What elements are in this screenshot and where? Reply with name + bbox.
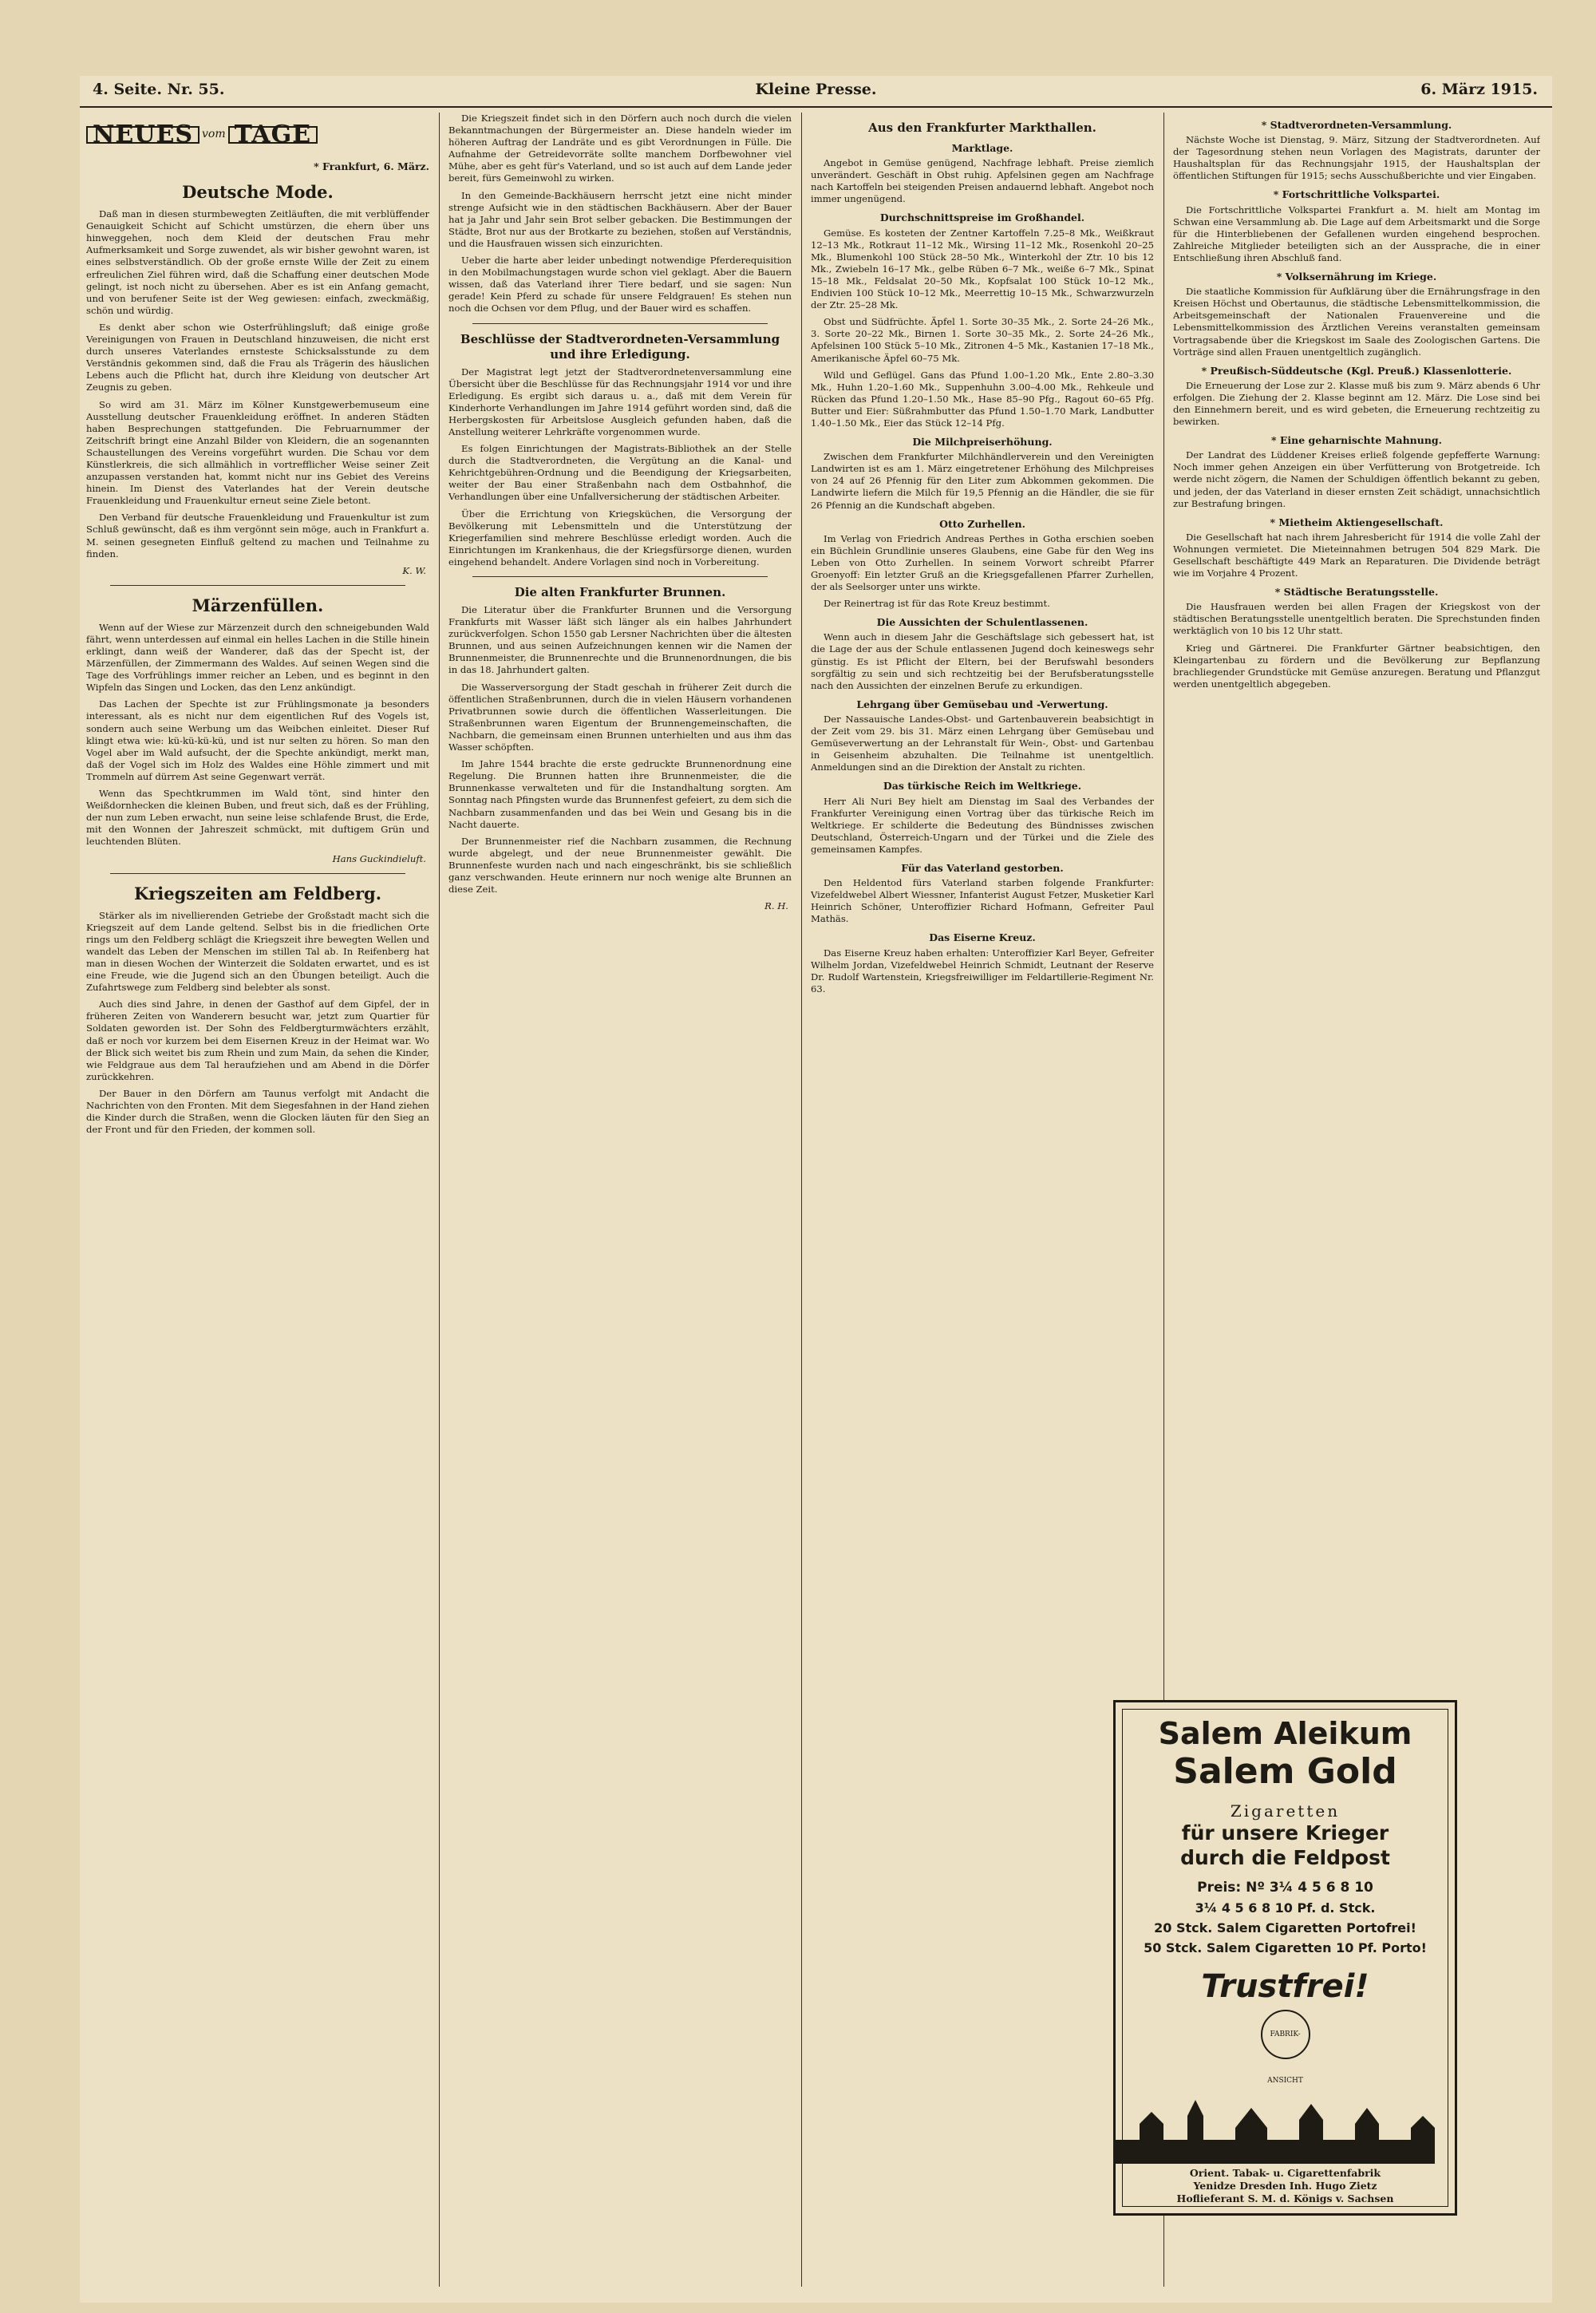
article-title: Märzenfüllen. <box>192 595 324 615</box>
column-1 <box>86 113 429 2287</box>
article-paragraph: Die Fortschrittliche Volkspartei Frankfurt a. M. hielt am Montag im Schwan eine Versammlung ab. Die Lage auf dem Arbeitsmarkt und die Sorge für die Hinterbliebenen der Gefallenen wurden eingehend besprochen. Zahlreiche Mitglieder beteiligten sich an der Aussprache, die in einer Entschließung ihren Abschluß fand. <box>1173 204 1540 263</box>
ad-manufacturer <box>1116 2167 1455 2205</box>
issue-date: 6. März 1915. <box>1420 81 1538 98</box>
ad-offer: 20 Stck. Salem Cigaretten Portofrei! <box>1154 1920 1416 1935</box>
ad-brand-line: Salem Aleikum <box>1158 1716 1412 1751</box>
section-heading: Lehrgang über Gemüsebau und -Verwertung. <box>856 698 1108 710</box>
article-paragraph: Krieg und Gärtnerei. Die Frankfurter Gärtner beabsichtigen, den Kleingartenbau zu fördern und die Bevölkerung zur Bepflanzung brachliegender Grundstücke mit Gemüse anzuregen. Beratung und Pflanzgut werden unentgeltlich abgegeben. <box>1173 642 1540 690</box>
ad-slogan: durch die Feldpost <box>1180 1846 1390 1869</box>
ad-product-line: Salem Gold <box>1173 1751 1397 1792</box>
page-number: 4. Seite. Nr. 55. <box>93 81 225 98</box>
article-paragraph: Zwischen dem Frankfurter Milchhändlerverein und den Vereinigten Landwirten ist es am 1. März eingetretener Erhöhung des Milchpreises von 24 auf 26 Pfennig für den Liter zum Abkommen gekommen. Die Landwirte liefern die Milch für 19,5 Pfennig an die Händler, die sie für 26 Pfennig an die Kundschaft abgeben. <box>811 451 1154 511</box>
article-paragraph: Über die Errichtung von Kriegsküchen, die Versorgung der Bevölkerung mit Lebensmitteln und die Unterstützung der Kriegerfamilien sind mehrere Beschlüsse erledigt worden. Auch die Einrichtungen im Krankenhaus, die der Kriegsfürsorge dienen, wurden eingehend behandelt. Andere Vorlagen sind noch in Vorbereitung. <box>448 508 792 567</box>
cigarette-advertisement <box>1113 1700 1457 2216</box>
article-paragraph: Die Hausfrauen werden bei allen Fragen der Kriegskost von der städtischen Beratungsstelle unentgeltlich beraten. Die Sprechstunden finden werktäglich von 10 bis 12 Uhr statt. <box>1173 601 1540 637</box>
article-paragraph: Im Verlag von Friedrich Andreas Perthes in Gotha erschien soeben ein Büchlein Grundlinie unseres Glaubens, eine Gabe für den Weg ins Leben von Otto Zurhellen. In seinem Vorwort schreibt Pfarrer Groenyoff: Ein letzter Gruß an die Kriegsgefallenen Pfarrer Zurhellen, der als Seelsorger unter uns wirkte. <box>811 532 1154 593</box>
newspaper-page <box>80 76 1552 2303</box>
article-title: Die alten Frankfurter Brunnen. <box>514 585 726 599</box>
article-signature: K. W. <box>402 564 426 576</box>
article-separator <box>110 873 405 874</box>
article-paragraph: Der Landrat des Lüddener Kreises erließ folgende gepfefferte Warnung: Noch immer gehen Anzeigen ein über Verfütterung von Brotgetreide. Ich werde nicht zögern, die Namen der Schuldigen öffentlich bekannt zu geben, und jeden, der das Vaterland in dieser ernsten Zeit schädigt, unnachsichtlich zur Bestrafung bringen. <box>1173 449 1540 509</box>
article-paragraph: Wenn auf der Wiese zur Märzenzeit durch den schneigebunden Wald fährt, wenn unterdessen auf einmal ein helles Lachen in die Stille hinein erklingt, dann weiß der Wanderer, daß das der Specht ist, der Märzenfüllen, der Zimmermann des Waldes. Auf seinen Wegen sind die Tage des Vorfrühlings immer reicher an Leben, und es beginnt in den Wipfeln das Singen und Locken, das den Lenz ankündigt. <box>86 621 429 694</box>
article-paragraph: Der Bauer in den Dörfern am Taunus verfolgt mit Andacht die Nachrichten von den Fronten. Mit dem Siegesfahnen in der Hand ziehen die Kinder durch die Straßen, wenn die Glocken läuten für den Sieg an der Front und für den Frieden, der kommen soll. <box>86 1087 429 1136</box>
article-paragraph: Der Magistrat legt jetzt der Stadtverordnetenversammlung eine Übersicht über die Beschlüsse für das Rechnungsjahr 1914 vor und ihre Erledigung. Es ergibt sich daraus u. a., daß mit dem Verein für Kinderhorte Verhandlungen im Jahre 1914 geführt worden sind, daß die Herbergskosten für Arbeitslose Ausgleich gefunden haben, daß die Anstellung weiterer Lehrkräfte vorgenommen wurde. <box>448 366 792 437</box>
ad-product-type: Zigaretten <box>1230 1801 1341 1821</box>
article-paragraph: Das Lachen der Spechte ist zur Frühlingsmonate ja besonders interessant, als es nicht nur dem eigentlichen Ruf des Vogels ist, sondern auch seine Werbung um das Weibchen einleitet. Dieser Ruf klingt etwa wie: kü-kü-kü-kü, und ist nur selten zu hören. So man den Vogel aber im Wald aufsucht, der die Spechte ankündigt, merkt man, daß der Vogel sich im Holz des Waldes eine Höhle zimmert und mit Trommeln auf dürrem Ast seine Gegenwart verrät. <box>86 698 429 782</box>
section-heading: * Mietheim Aktiengesellschaft. <box>1270 516 1444 528</box>
article-paragraph: Gemüse. Es kosteten der Zentner Kartoffeln 7.25–8 Mk., Weißkraut 12–13 Mk., Rotkraut 11–12 Mk., Wirsing 11–12 Mk., Rosenkohl 20–25 Mk., Blumenkohl 100 Stück 28–50 Mk., Winterkohl der Ztr. 10 bis 12 Mk., Zwiebeln 16–17 Mk., gelbe Rüben 6–7 Mk., weiße 6–7 Mk., Spinat 15–18 Mk., Feldsalat 20–50 Mk., Kopfsalat 100 Stück 10–12 Mk., Endivien 100 Stück 10–12 Mk., Meerrettig 10–15 Mk., Schwarzwurzeln der Ztr. 25–28 Mk. <box>811 227 1154 311</box>
article-paragraph: Die Gesellschaft hat nach ihrem Jahresbericht für 1914 die volle Zahl der Wohnungen vermietet. Die Mieteinnahmen betrugen 504 829 Mark. Die Gesellschaft beschäftigte 449 Mark an Reparaturen. Die Dividende beträgt wie im Vorjahre 4 Prozent. <box>1173 531 1540 579</box>
article-paragraph: Stärker als im nivellierenden Getriebe der Großstadt macht sich die Kriegszeit auf dem Lande geltend. Selbst bis in die friedlichen Orte rings um den Feldberg schlägt die Kriegszeit ihre bewegten Wellen und wandelt das Leben der Menschen im stillen Tal ab. In Reifenberg hat man in diesen Wochen der Winterzeit die Soldaten erwartet, und es ist eine Freude, wie die Jugend sich an den Übungen beteiligt. Auch die Zufahrtswege zum Feldberg sind belebter als sonst. <box>86 909 429 994</box>
section-heading: Das Eiserne Kreuz. <box>929 931 1036 944</box>
article-paragraph: Herr Ali Nuri Bey hielt am Dienstag im Saal des Verbandes der Frankfurter Vereinigung einen Vortrag über das türkische Reich im Weltkriege. Er schilderte die Bedeutung des Bündnisses zwischen Deutschland, Österreich-Ungarn und der Türkei und die Ziele des gemeinsamen Kampfes. <box>811 795 1154 855</box>
article-separator <box>110 585 405 586</box>
ad-footer-line: Orient. Tabak- u. Cigarettenfabrik <box>1189 2167 1381 2179</box>
article-title: Aus den Frankfurter Markthallen. <box>868 121 1096 135</box>
article-paragraph: Obst und Südfrüchte. Äpfel 1. Sorte 30–35 Mk., 2. Sorte 24–26 Mk., 3. Sorte 20–22 Mk., Birnen 1. Sorte 30–35 Mk., 2. Sorte 24–26 Mk., Apfelsinen 100 Stück 5–10 Mk., Zitronen 4–5 Mk., Kastanien 17–18 Mk., Amerikanische Äpfel 60–75 Mk. <box>811 316 1154 364</box>
article-paragraph: So wird am 31. März im Kölner Kunstgewerbemuseum eine Ausstellung deutscher Frauenkleidung eröffnet. In anderen Städten haben Besprechungen stattgefunden. Die Februarnummer der Zeitschrift bringt eine Anzahl Bilder von Kleidern, die an sogenannten Schaustellungen des Vereins vorgeführt wurden. Die Schau vor dem Künstlerkreis, die sich allmählich in vortrefflicher Weise seiner Zeit anzupassen verstanden hat, kommt nicht nur ins Gebiet des Vereins hinein. Im Dienst des Vaterlandes hat der Verein deutsche Frauenkleidung und Frauenkultur erneut seine Ziele betont. <box>86 398 429 507</box>
ad-footer-line: Hoflieferant S. M. d. Königs v. Sachsen <box>1176 2192 1394 2204</box>
article-title: Deutsche Mode. <box>182 182 334 203</box>
ad-factory-seal: FABRIK-ANSICHT <box>1261 2010 1310 2059</box>
article-paragraph: Der Nassauische Landes-Obst- und Gartenbauverein beabsichtigt in der Zeit vom 29. bis 31. März einen Lehrgang über Gemüsebau und Gemüseverwertung an der Lehranstalt für Wein-, Obst- und Gartenbau in Geisenheim abzuhalten. Die Teilnahme ist unentgeltlich. Anmeldungen sind an die Direktion der Anstalt zu richten. <box>811 713 1154 773</box>
section-heading: Das türkische Reich im Weltkriege. <box>883 780 1082 793</box>
article-paragraph: Wenn das Spechtkrummen im Wald tönt, sind hinter den Weißdornhecken die kleinen Buben, und freut sich, daß es der Frühling, der nun zum Leben erwacht, nun seine leise schlafende Brust, die Erde, mit den Wonnen der Jahreszeit schmückt, mit duftigem Grün und leuchtenden Blüten. <box>86 788 429 848</box>
ad-prices: 3¼ 4 5 6 8 10 Pf. d. Stck. <box>1195 1900 1376 1916</box>
ad-trustfrei: Trustfrei! <box>1201 1968 1369 2005</box>
banner-tage: TAGE <box>228 126 318 143</box>
section-heading: * Fortschrittliche Volkspartei. <box>1273 188 1440 201</box>
section-banner <box>86 116 429 154</box>
article-paragraph: Die staatliche Kommission für Aufklärung über die Ernährungsfrage in den Kreisen Höchst und Obertaunus, die städtische Lebensmittelkommission, die Arbeitsgemeinschaft der Nationalen Frauenvereine und die Lebensmittelkommission des Ärztlichen Vereins veranstalten gemeinsam Vortragsabende über die Kriegskost im Saale des Zoologischen Gartens. Die Vorträge sind allen Frauen unentgeltlich zugänglich. <box>1173 286 1540 358</box>
section-heading: Die Aussichten der Schulentlassenen. <box>876 616 1088 629</box>
dateline: * Frankfurt, 6. März. <box>314 160 429 172</box>
article-signature: R. H. <box>764 900 788 912</box>
section-heading: * Städtische Beratungsstelle. <box>1274 586 1439 599</box>
section-heading: Die Milchpreiserhöhung. <box>912 436 1053 449</box>
article-paragraph: Wild und Geflügel. Gans das Pfund 1.00–1.20 Mk., Ente 2.80–3.30 Mk., Huhn 1.20–1.60 Mk., Suppenhuhn 3.00–4.00 Mk., Rehkeule und Rücken das Pfund 1.20–1.50 Mk., Hase 85–90 Pfg., Ragout 60–65 Pfg. Butter und Eier: Süßrahmbutter das Pfund 1.50–1.70 Mark, Landbutter 1.40–1.50 Mk., Eier das Stück 12–14 Pfg. <box>811 369 1154 429</box>
article-paragraph: Die Wasserversorgung der Stadt geschah in früherer Zeit durch die öffentlichen Straßenbrunnen, durch die in vielen Häusern vorhandenen Privatbrunnen sowie durch die öffentlichen Wasserleitungen. Die Straßenbrunnen waren Eigentum der Brunnengemeinschaften, die Nachbarn, die gemeinsam einen Brunnen unterhielten und aus ihm das Wasser schöpften. <box>448 681 792 753</box>
section-heading: Otto Zurhellen. <box>939 517 1025 530</box>
article-paragraph: Der Brunnenmeister rief die Nachbarn zusammen, die Rechnung wurde abgelegt, und der neue Brunnenmeister gewählt. Die Brunnenfeste wurden nach und nach eingeschränkt, bis sie schließlich ganz verschwanden. Heute erinnern nur noch wenige alte Brunnen an diese Zeit. <box>448 835 792 896</box>
ad-prices: Preis: Nº 3¼ 4 5 6 8 10 <box>1197 1880 1373 1896</box>
article-paragraph: Das Eiserne Kreuz haben erhalten: Unteroffizier Karl Beyer, Gefreiter Wilhelm Jordan, Vizefeldwebel Heinrich Schmidt, Leutnant der Reserve Dr. Rudolf Wartenstein, Kriegsfreiwilliger im Feldartillerie-Regiment Nr. 63. <box>811 947 1154 994</box>
section-heading: Für das Vaterland gestorben. <box>901 861 1064 874</box>
article-paragraph: Wenn auch in diesem Jahr die Geschäftslage sich gebessert hat, ist die Lage der aus der Schule entlassenen Jugend doch keineswegs sehr günstig. Es ist Pflicht der Eltern, bei der Berufswahl besonders sorgfältig zu sein und sich rechtzeitig bei der Berufsberatungsstelle nach den Aussichten der einzelnen Berufe zu erkundigen. <box>811 631 1154 691</box>
article-paragraph: Auch dies sind Jahre, in denen der Gasthof auf dem Gipfel, der in früheren Zeiten von Wanderern besucht war, jetzt zum Quartier für Soldaten geworden ist. Der Sohn des Feldbergturmwächters erzählt, daß er noch vor kurzem bei dem Eisernen Kreuz in der Heimat war. Wo der Blick sich weitet bis zum Rhein und zum Main, da sehen die Kinder, wie Feldgraue aus dem Tal heraufziehen und am Abend in die Dörfer zurückkehren. <box>86 998 429 1082</box>
ad-offer: 50 Stck. Salem Cigaretten 10 Pf. Porto! <box>1144 1940 1427 1955</box>
section-heading: * Eine geharnischte Mahnung. <box>1270 434 1443 447</box>
article-paragraph: Den Heldentod fürs Vaterland starben folgende Frankfurter: Vizefeldwebel Albert Wiessner, Infanterist August Fetzer, Musketier Karl Heinrich Schöner, Unteroffizier Richard Hofmann, Gefreiter Paul Mathäs. <box>811 877 1154 925</box>
article-paragraph: Nächste Woche ist Dienstag, 9. März, Sitzung der Stadtverordneten. Auf der Tagesordnung stehen neun Vorlagen des Magistrats, darunter der Haushaltsplan für das Rechnungsjahr 1915, der Haushaltsplan der öffentlichen Stiftungen für 1915; sechs Ausschußberichte und vier Eingaben. <box>1173 134 1540 182</box>
ad-footer-line: Yenidze Dresden Inh. Hugo Zietz <box>1193 2180 1377 2192</box>
article-paragraph: Die Kriegszeit findet sich in den Dörfern auch noch durch die vielen Bekanntmachungen der Bürgermeister an. Diese handeln wieder im höheren Auftrag der Landräte und es gibt Verordnungen in Fülle. Die Aufnahme der Getreidevorräte sollte manchem Dorfbewohner viel Mühe, aber es geht für's Vaterland, und so ist auch auf dem Lande jeder bereit, fürs Gemeinwohl zu wirken. <box>448 113 792 184</box>
column-rule <box>439 113 440 2287</box>
section-heading: * Stadtverordneten-Versammlung. <box>1261 119 1452 131</box>
banner-neues: NEUES <box>86 126 200 143</box>
column-2 <box>448 113 792 2287</box>
article-paragraph: In den Gemeinde-Backhäusern herrscht jetzt eine nicht minder strenge Aufsicht wie in den städtischen Backhäusern. Aber der Bauer hat ja Jahr und Jahr sein Brot selber gebacken. Die Bestimmungen der Städte, Brot nur aus der Brotkarte zu beziehen, stoßen auf Verständnis, und die Hausfrauen wissen sich einzurichten. <box>448 189 792 249</box>
column-3 <box>811 113 1154 2287</box>
article-paragraph: Die Erneuerung der Lose zur 2. Klasse muß bis zum 9. März abends 6 Uhr erfolgen. Die Ziehung der 2. Klasse beginnt am 12. März. Die Lose sind bei den Einnehmern bereit, und es wird gebeten, die Erneuerung rechtzeitig zu bewirken. <box>1173 379 1540 428</box>
article-subtitle: Marktlage. <box>951 142 1013 154</box>
article-paragraph: Es folgen Einrichtungen der Magistrats-Bibliothek an der Stelle durch die Stadtverordneten, die Vergütung an die Kanal- und Kehrichtgebühren-Ordnung und die Beendigung der Kriegsarbeiten, weiter der Bau einer Straßenbahn nach dem Ostbahnhof, die Verhandlungen über eine Unfallversicherung der städtischen Arbeiter. <box>448 443 792 503</box>
article-paragraph: Daß man in diesen sturmbewegten Zeitläuften, die mit verblüffender Genauigkeit Schicht auf Schicht umstürzen, die ehern über uns hinweggehen, noch dem Kleid der deutschen Frau mehr Aufmerksamkeit und Sorge zuwendet, als wir bisher gewohnt waren, ist eines selbstverständlich. Ob der große ernste Wille der Zeit zu einem erfreulichen Ziel führen wird, daß die Schaffung einer deutschen Mode gelingt, ist noch nicht zu übersehen. Aber es ist ein Anfang gemacht, und von berufener Seite ist der Weg gewiesen: einfach, zweckmäßig, schön und würdig. <box>86 208 429 316</box>
article-paragraph: Die Literatur über die Frankfurter Brunnen und die Versorgung Frankfurts mit Wasser läßt sich länger als ein halbes Jahrhundert zurückverfolgen. Schon 1550 gab Lersner Nachrichten über die ältesten Brunnen, und aus seinen Aufzeichnungen kennen wir die Namen der Brunnenmeister, die Brunnenrechte und die Brunnenordnungen, die bis in das 18. Jahrhundert galten. <box>448 604 792 676</box>
banner-vom: vom <box>201 128 226 141</box>
article-paragraph: Im Jahre 1544 brachte die erste gedruckte Brunnenordnung eine Regelung. Die Brunnen hatten ihre Brunnenmeister, die die Brunnenkasse verwalteten und für die Instandhaltung sorgten. Am Sonntag nach Pfingsten wurde das Brunnenfest gefeiert, zu dem sich die Nachbarn zusammenfanden und das bei Wein und Gesang bis in die Nacht dauerte. <box>448 758 792 830</box>
article-paragraph: Ueber die harte aber leider unbedingt notwendige Pferderequisition in den Mobilmachungstagen wurde schon viel geklagt. Aber die Bauern wissen, daß das Vaterland ihrer Tiere bedarf, und sie sagen: Nun gerade! Kein Pferd zu schade für unsere Feldgrauen! Es stehen nun noch die Ochsen vor dem Pflug, und der Bauer wird es schaffen. <box>448 255 792 314</box>
article-signature: Hans Guckindieluft. <box>332 852 426 864</box>
ad-slogan: für unsere Krieger <box>1181 1821 1389 1844</box>
section-heading: Durchschnittspreise im Großhandel. <box>879 212 1085 224</box>
article-paragraph: Der Reinertrag ist für das Rote Kreuz bestimmt. <box>824 598 1050 610</box>
article-paragraph: Angebot in Gemüse genügend, Nachfrage lebhaft. Preise ziemlich unverändert. Geschäft in Obst ruhig. Apfelsinen gegen am Nachfrage nach Kartoffeln bei steigenden Preisen andauernd lebhaft. Angebot noch immer ungenügend. <box>811 157 1154 205</box>
page-header <box>80 76 1552 108</box>
column-rule <box>801 113 802 2287</box>
section-heading: * Preußisch-Süddeutsche (Kgl. Preuß.) Klassenlotterie. <box>1201 364 1512 377</box>
article-title: Kriegszeiten am Feldberg. <box>133 883 382 903</box>
section-heading: * Volksernährung im Kriege. <box>1276 271 1437 283</box>
article-separator <box>472 323 768 324</box>
factory-skyline-icon <box>1116 2084 1435 2164</box>
article-paragraph: Es denkt aber schon wie Osterfrühlingsluft; daß einige große Vereinigungen von Frauen in Deutschland hinzuweisen, die nicht erst durch unseres Vaterlandes ernsteste Schicksalsstunde zu dem Verständnis gekommen sind, daß die Frau als Trägerin des häuslichen Lebens auch die Pflicht hat, durch ihre Kleidung von deutscher Art Zeugnis zu geben. <box>86 321 429 393</box>
paper-title: Kleine Presse. <box>755 81 877 98</box>
article-separator <box>472 576 768 577</box>
article-title: Beschlüsse der Stadtverordneten-Versammlung und ihre Erledigung. <box>460 331 780 362</box>
article-paragraph: Den Verband für deutsche Frauenkleidung und Frauenkultur ist zum Schluß gewünscht, daß es ihm vergönnt sein möge, auch in Frankfurt a. M. seinen gesegneten Einfluß geltend zu machen und Teilnahme zu finden. <box>86 512 429 559</box>
